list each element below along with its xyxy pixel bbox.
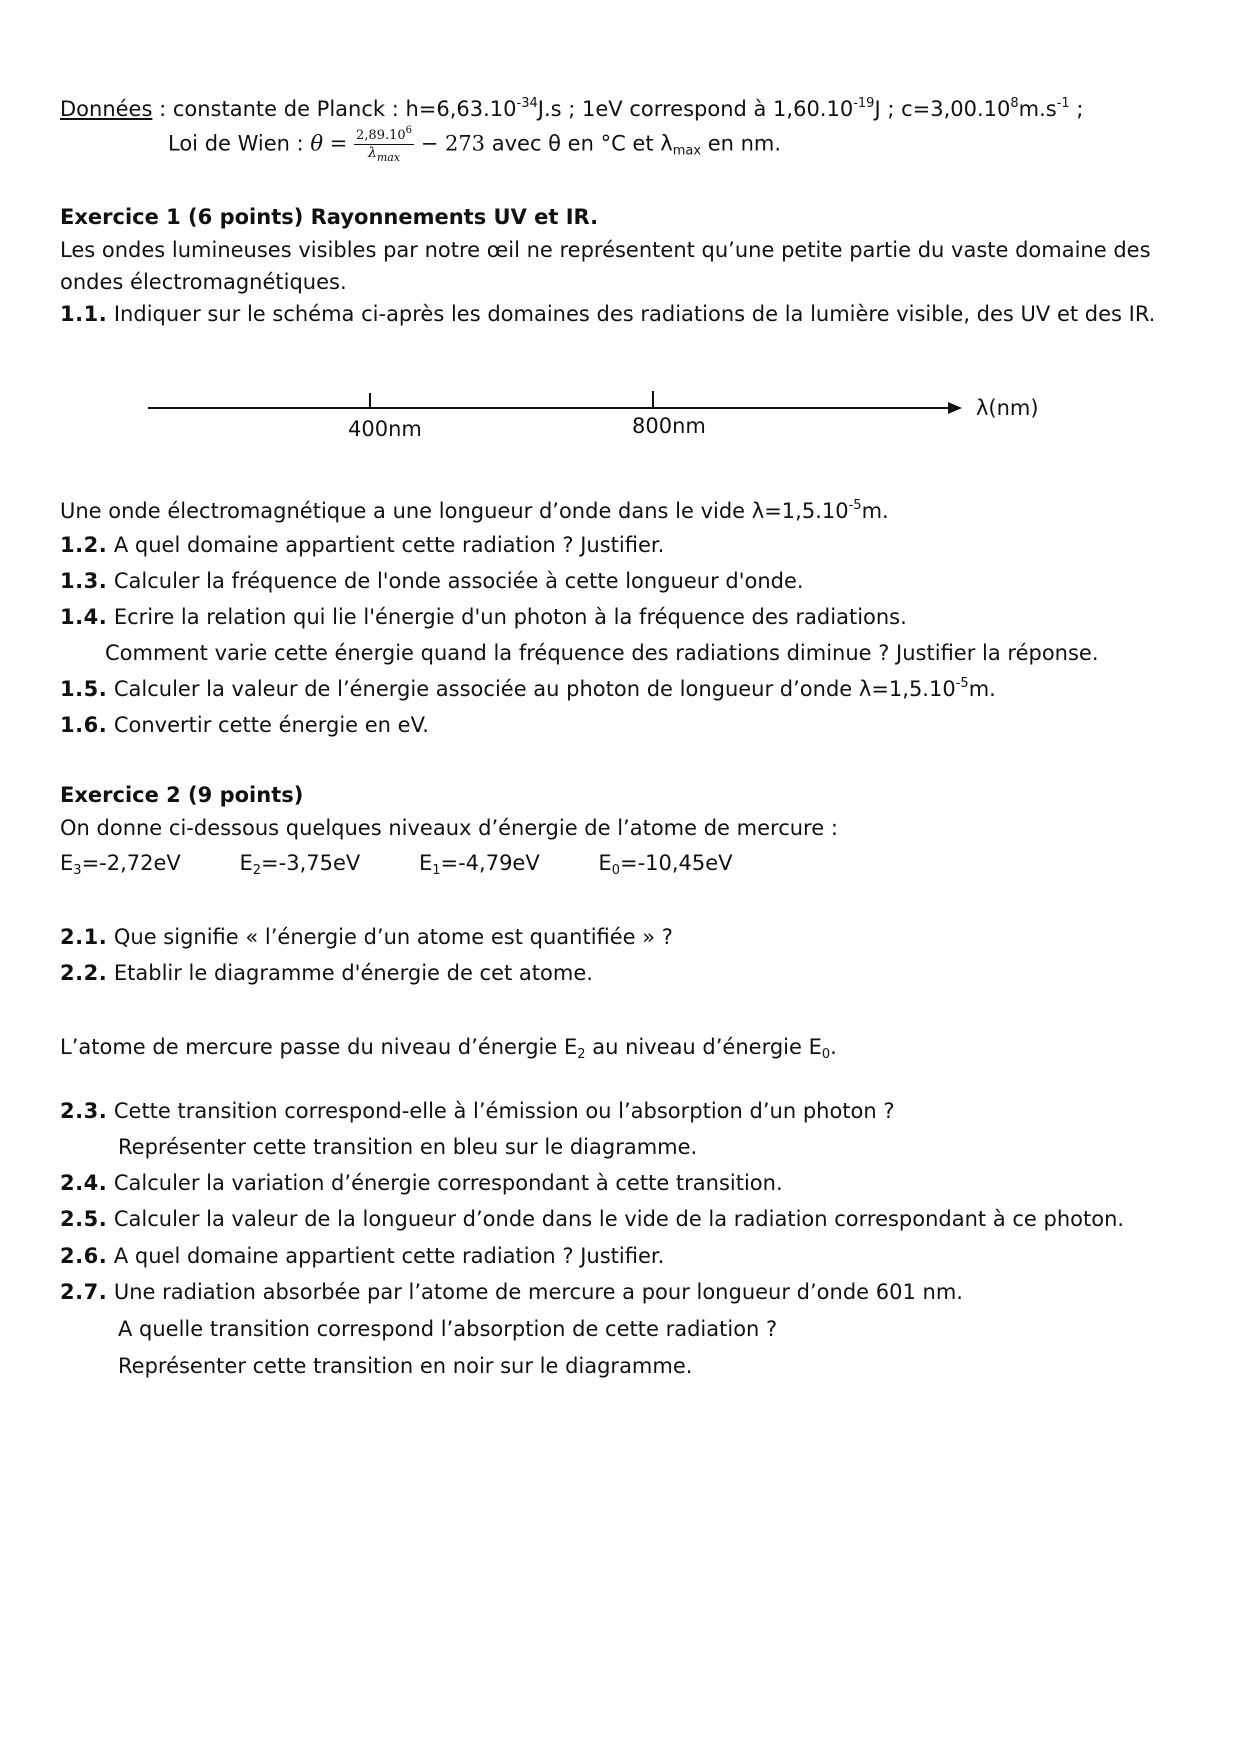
- ex2-intro: On donne ci-dessous quelques niveaux d’énergie de l’atome de mercure :: [60, 816, 838, 840]
- level-e1: [419, 848, 540, 878]
- q1-4: [60, 602, 907, 632]
- level-e1-index: 1: [432, 863, 441, 878]
- wien-numerator: 2,89.10: [356, 128, 406, 143]
- q2-2-text: Etablir le diagramme d'énergie de cet atome.: [107, 961, 593, 985]
- q1-2-num: 1.2.: [60, 533, 108, 557]
- q2-7-num: 2.7.: [60, 1280, 108, 1304]
- q1-5-text: Calculer la valeur de l’énergie associée au photon de longueur d’onde λ=1,5.10: [107, 677, 956, 701]
- donnees-line: [60, 94, 1083, 124]
- ex2-title: Exercice 2 (9 points): [60, 783, 304, 807]
- ev-text: J.s ; 1eV correspond à 1,60.10: [537, 97, 854, 121]
- q1-6-num: 1.6.: [60, 713, 108, 737]
- planck-text: : constante de Planck : h=6,63.10: [152, 97, 517, 121]
- ex1-intro-2: ondes électromagnétiques.: [60, 270, 347, 294]
- q2-7-text: Une radiation absorbée par l’atome de mercure a pour longueur d’onde 601 nm.: [107, 1280, 963, 1304]
- c-unit-exp: -1: [1056, 96, 1070, 111]
- level-e0-value: =-10,45eV: [619, 851, 733, 875]
- tick-800-label: 800nm: [632, 414, 706, 438]
- transition-sub-2: 0: [821, 1047, 831, 1062]
- wien-tail-sub: max: [672, 143, 702, 159]
- energy-levels: [60, 848, 785, 878]
- q2-6: [60, 1241, 664, 1271]
- ex1-title: Exercice 1 (6 points) Rayonnements UV et IR.: [60, 205, 599, 229]
- transition-end: .: [830, 1035, 837, 1059]
- level-e0-index: 0: [611, 863, 620, 878]
- q1-2: [60, 530, 664, 560]
- level-e2-index: 2: [252, 863, 262, 878]
- wien-num-exp: 6: [405, 125, 413, 136]
- transition-sub-1: 2: [577, 1047, 586, 1062]
- level-e3-index: 3: [73, 863, 82, 878]
- q1-5-unit: m.: [968, 677, 996, 701]
- wien-line: [168, 125, 782, 164]
- ev-exp: -19: [853, 96, 875, 111]
- onde-text: Une onde électromagnétique a une longueur d’onde dans le vide λ=1,5.10: [60, 499, 849, 523]
- donnees-end: ;: [1069, 97, 1084, 121]
- wien-den-sub: max: [376, 151, 401, 164]
- donnees-label: Données: [60, 97, 153, 121]
- q2-6-num: 2.6.: [60, 1244, 108, 1268]
- q2-7-c: Représenter cette transition en noir sur le diagramme.: [118, 1354, 693, 1378]
- q1-3: [60, 566, 804, 596]
- q2-1: [60, 922, 673, 952]
- wien-label: Loi de Wien :: [168, 131, 311, 156]
- q2-3-text: Cette transition correspond-elle à l’émission ou l’absorption d’un photon ?: [107, 1099, 895, 1123]
- q1-5-exp: -5: [955, 676, 969, 691]
- level-e3: [60, 848, 181, 878]
- level-e2: [239, 848, 360, 878]
- level-e1-value: =-4,79eV: [440, 851, 540, 875]
- q1-5-num: 1.5.: [60, 677, 108, 701]
- q2-7: [60, 1277, 963, 1307]
- q2-5-text: Calculer la valeur de la longueur d’onde dans le vide de la radiation correspondant à ce photon.: [107, 1207, 1125, 1231]
- wien-rest: − 273: [414, 131, 486, 156]
- transition-text-a: L’atome de mercure passe du niveau d’énergie E: [60, 1035, 578, 1059]
- q2-6-text: A quel domaine appartient cette radiation ? Justifier.: [107, 1244, 665, 1268]
- q1-1-text: Indiquer sur le schéma ci-après les domaines des radiations de la lumière visible, des UV et des IR.: [107, 302, 1156, 326]
- wavelength-axis: [148, 386, 968, 446]
- q1-1: [60, 299, 1155, 329]
- level-e2-symbol: E: [239, 851, 253, 875]
- level-e0: [598, 848, 732, 878]
- axis-unit-label: λ(nm): [976, 396, 1039, 420]
- c-unit: m.s: [1018, 97, 1057, 121]
- onde-unit: m.: [861, 499, 889, 523]
- q2-3-num: 2.3.: [60, 1099, 108, 1123]
- q2-5: [60, 1204, 1124, 1234]
- q2-2-num: 2.2.: [60, 961, 108, 985]
- q1-4-text: Ecrire la relation qui lie l'énergie d'un photon à la fréquence des radiations.: [107, 605, 907, 629]
- level-e1-symbol: E: [418, 851, 433, 875]
- level-e0-symbol: E: [598, 851, 612, 875]
- q1-1-num: 1.1.: [60, 302, 108, 326]
- q1-5: [60, 674, 996, 704]
- q1-3-text: Calculer la fréquence de l'onde associée à cette longueur d'onde.: [107, 569, 804, 593]
- q2-3: [60, 1096, 895, 1126]
- ex1-intro-1: Les ondes lumineuses visibles par notre œil ne représentent qu’une petite partie du vaste domaine des: [60, 238, 1151, 262]
- level-e2-value: =-3,75eV: [261, 851, 361, 875]
- q1-2-text: A quel domaine appartient cette radiation ? Justifier.: [107, 533, 665, 557]
- q2-4-text: Calculer la variation d’énergie correspondant à cette transition.: [107, 1171, 783, 1195]
- q2-3-b: Représenter cette transition en bleu sur le diagramme.: [118, 1135, 698, 1159]
- onde-exp: -5: [848, 498, 862, 513]
- wien-tail: avec θ en °C et λ: [485, 131, 673, 156]
- q2-4: [60, 1168, 783, 1198]
- level-e3-value: =-2,72eV: [81, 851, 181, 875]
- wien-theta: θ =: [310, 131, 348, 156]
- wien-denominator: λ: [367, 145, 377, 161]
- wien-fraction: [354, 125, 414, 164]
- onde-line: [60, 496, 889, 526]
- tick-400-label: 400nm: [348, 417, 422, 441]
- q2-4-num: 2.4.: [60, 1171, 108, 1195]
- c-text: J ; c=3,00.10: [874, 97, 1011, 121]
- q1-6: [60, 710, 429, 740]
- q1-4-num: 1.4.: [60, 605, 108, 629]
- c-exp: 8: [1010, 96, 1019, 111]
- q2-2: [60, 958, 593, 988]
- q2-5-num: 2.5.: [60, 1207, 108, 1231]
- level-e3-symbol: E: [60, 851, 74, 875]
- transition-text-b: au niveau d’énergie E: [585, 1035, 822, 1059]
- q1-6-text: Convertir cette énergie en eV.: [107, 713, 429, 737]
- q2-1-text: Que signifie « l’énergie d’un atome est quantifiée » ?: [107, 925, 673, 949]
- wien-tail-end: en nm.: [701, 131, 782, 156]
- planck-exp: -34: [516, 96, 538, 111]
- q2-1-num: 2.1.: [60, 925, 108, 949]
- transition-line: [60, 1032, 837, 1062]
- q1-4-b: Comment varie cette énergie quand la fréquence des radiations diminue ? Justifier la réponse.: [105, 641, 1099, 665]
- q1-3-num: 1.3.: [60, 569, 108, 593]
- axis-arrow: [948, 402, 962, 414]
- q2-7-b: A quelle transition correspond l’absorption de cette radiation ?: [118, 1317, 778, 1341]
